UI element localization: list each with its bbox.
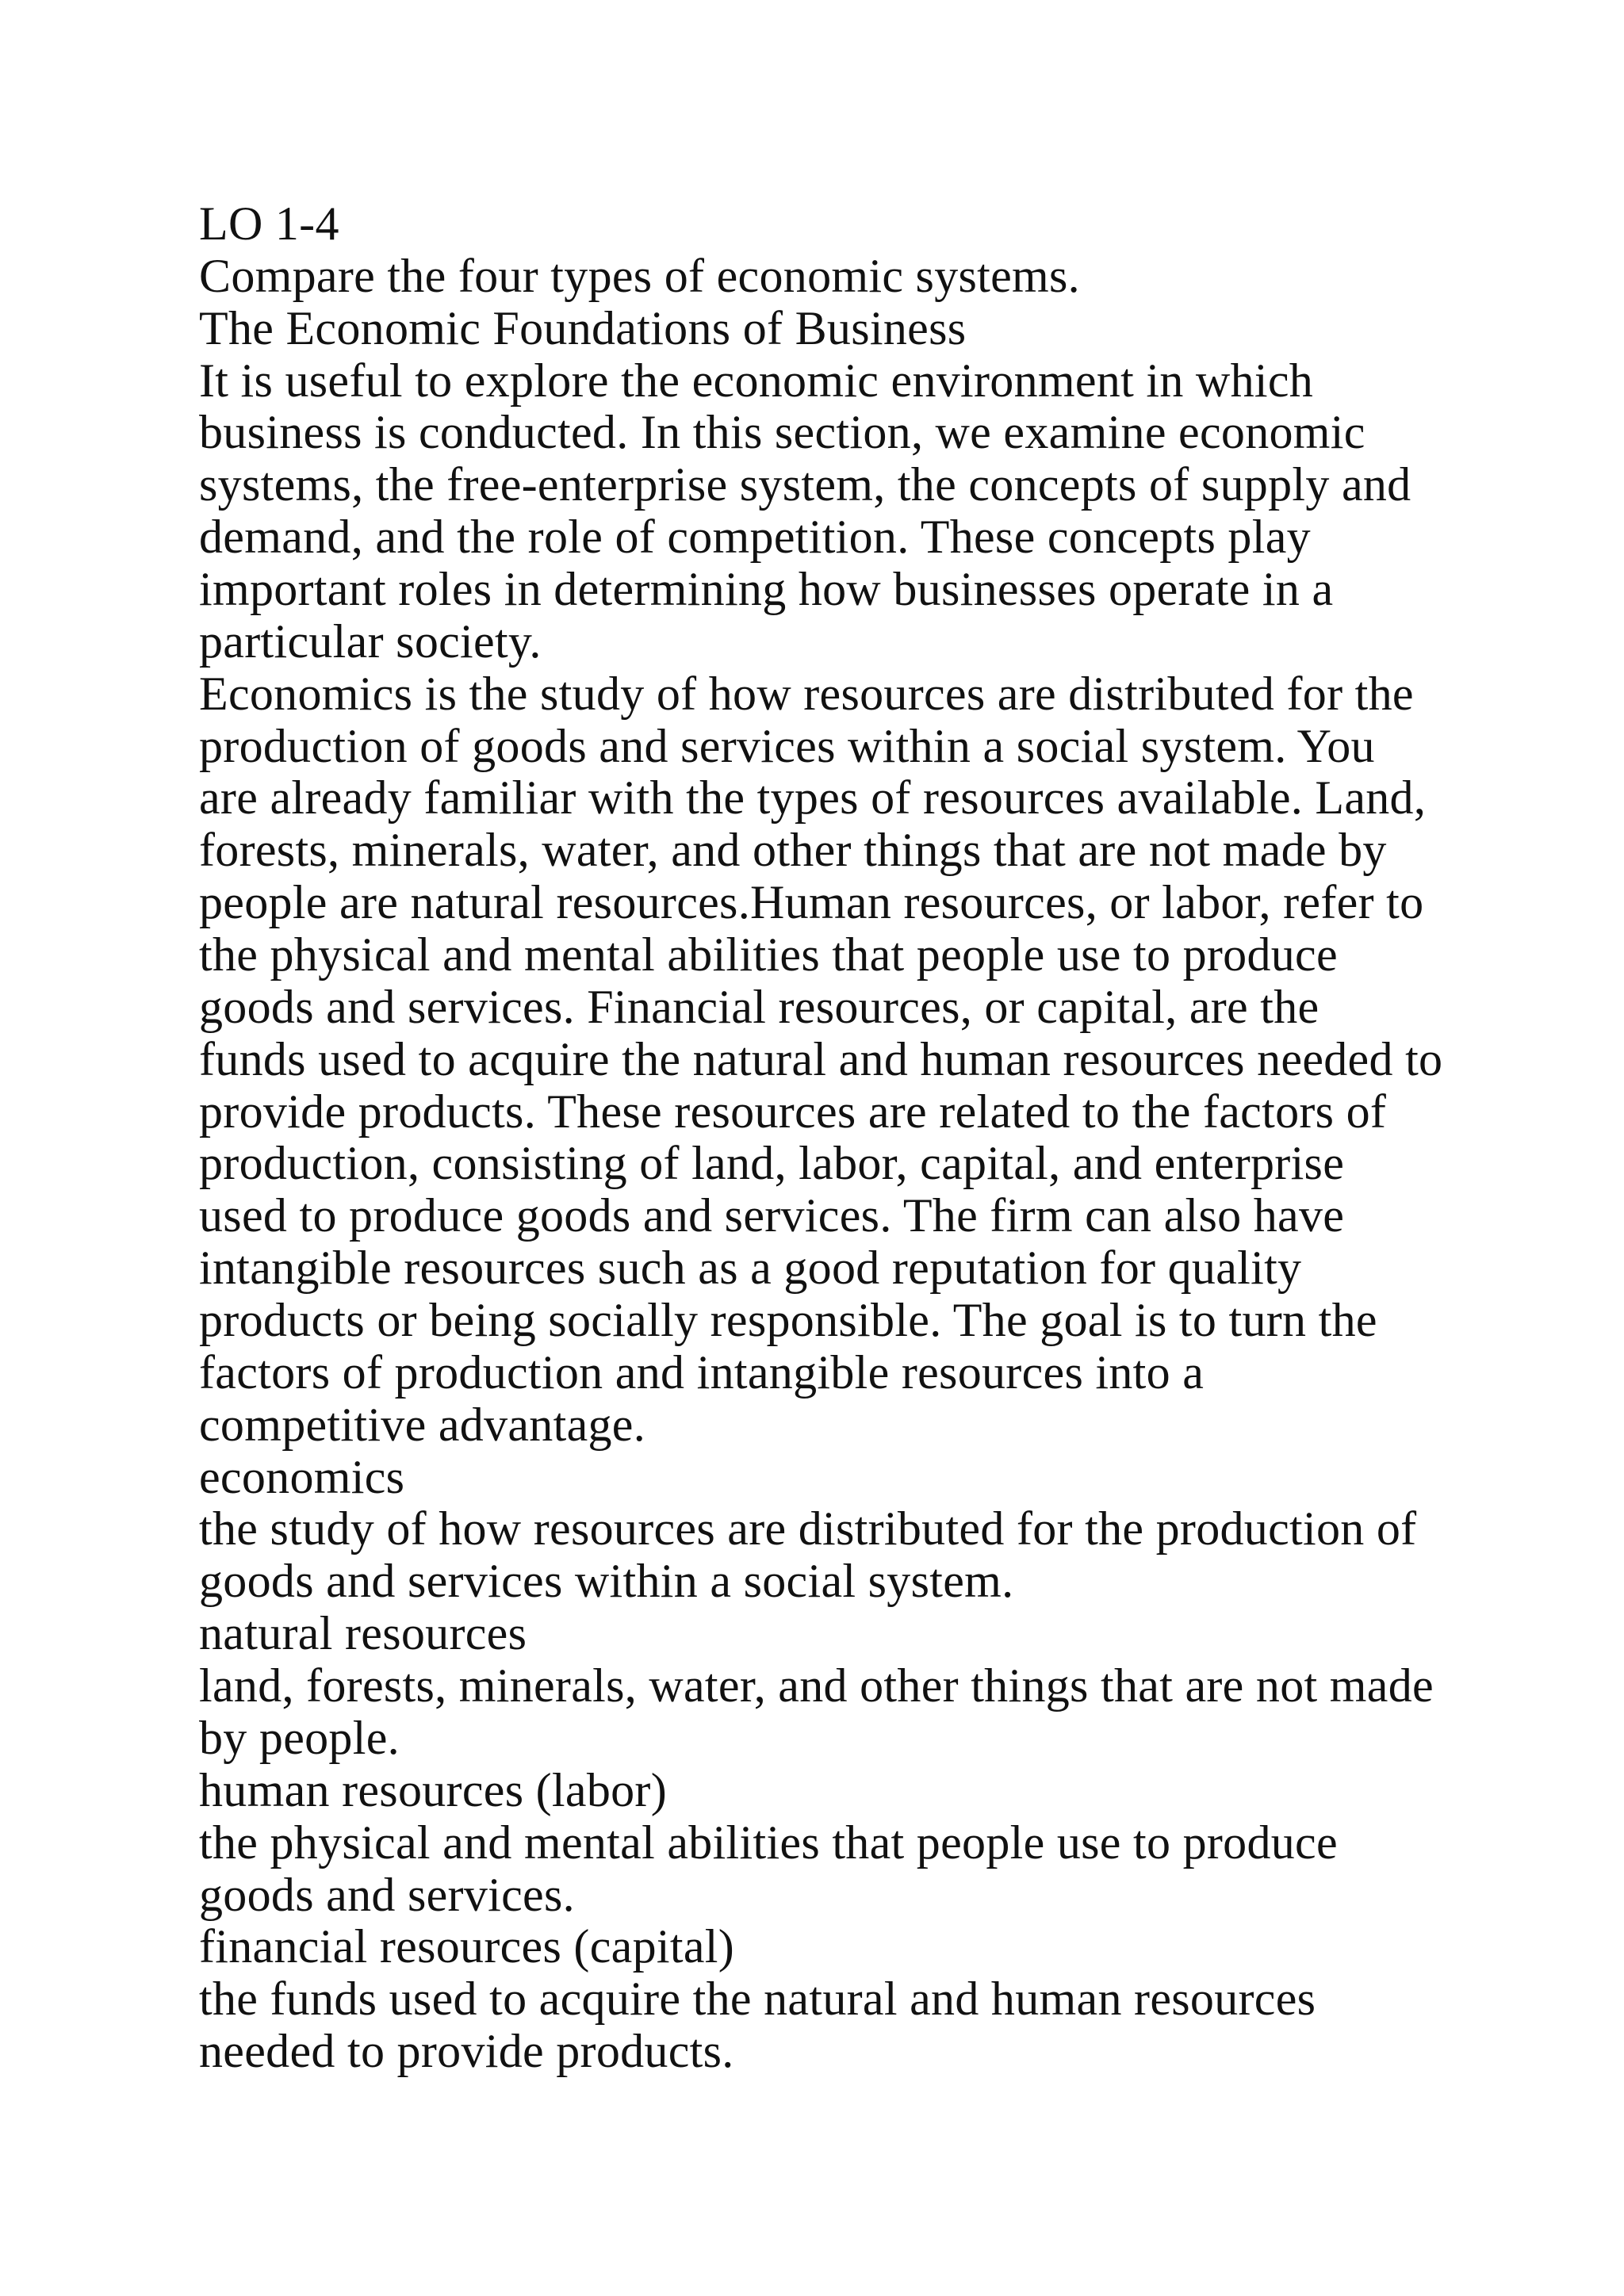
glossary-definition-line: goods and services within a social system. [199,1555,1014,1608]
paragraph-line: forests, minerals, water, and other things that are not made by [199,824,1387,877]
paragraph-line: goods and services. Financial resources, or capital, are the [199,980,1320,1033]
glossary [199,1452,1579,2078]
paragraph-line: are already familiar with the types of resources available. Land, [199,771,1427,825]
learning-objective [199,198,1579,303]
glossary-definition-line: the physical and mental abilities that people use to produce [199,1816,1338,1869]
paragraph-line: important roles in determining how businesses operate in a [199,563,1334,616]
glossary-definition-line: by people. [199,1711,400,1764]
paragraph-line: funds used to acquire the natural and human resources needed to [199,1032,1443,1085]
glossary-definition-line: the study of how resources are distributed for the production of [199,1502,1417,1556]
glossary-term: financial resources (capital) [199,1920,734,1973]
paragraph-line: people are natural resources.Human resources, or labor, refer to [199,876,1424,929]
paragraph-line: business is conducted. In this section, we examine economic [199,406,1365,459]
paragraph-line: competitive advantage. [199,1398,646,1451]
glossary-entry-human-resources [199,1765,1579,1922]
paragraph-intro [199,355,1579,668]
paragraph-line: production of goods and services within a social system. You [199,719,1375,772]
paragraph-line: products or being socially responsible. The goal is to turn the [199,1294,1377,1347]
paragraph-line: particular society. [199,614,542,668]
lo-objective: Compare the four types of economic systems. [199,249,1080,302]
glossary-term: natural resources [199,1607,527,1660]
paragraph-line: the physical and mental abilities that people use to produce [199,928,1338,982]
glossary-definition-line: land, forests, minerals, water, and other things that are not made [199,1659,1434,1712]
glossary-definition-line: needed to provide products. [199,2025,734,2078]
paragraph-line: factors of production and intangible resources into a [199,1345,1205,1399]
paragraph-line: used to produce goods and services. The firm can also have [199,1189,1345,1242]
glossary-definition-line: the funds used to acquire the natural and human resources [199,1973,1316,2026]
glossary-term: human resources (labor) [199,1763,667,1816]
glossary-entry-natural-resources [199,1608,1579,1765]
paragraph-line: intangible resources such as a good reputation for quality [199,1242,1302,1295]
glossary-term: economics [199,1450,405,1503]
paragraph-line: systems, the free-enterprise system, the concepts of supply and [199,458,1411,511]
glossary-definition-line: goods and services. [199,1868,575,1921]
section-title: The Economic Foundations of Business [199,301,967,354]
paragraph-line: demand, and the role of competition. These concepts play [199,511,1311,564]
paragraph-line: Economics is the study of how resources are distributed for the [199,667,1414,720]
paragraph-line: provide products. These resources are related to the factors of [199,1085,1387,1138]
glossary-entry-financial-resources [199,1921,1579,2078]
glossary-entry-economics [199,1452,1579,1609]
paragraph-economics [199,668,1579,1452]
lo-code: LO 1-4 [199,197,339,250]
paragraph-line: production, consisting of land, labor, capital, and enterprise [199,1137,1345,1190]
document-body [199,198,1579,2078]
paragraph-line: It is useful to explore the economic environment in which [199,354,1314,407]
